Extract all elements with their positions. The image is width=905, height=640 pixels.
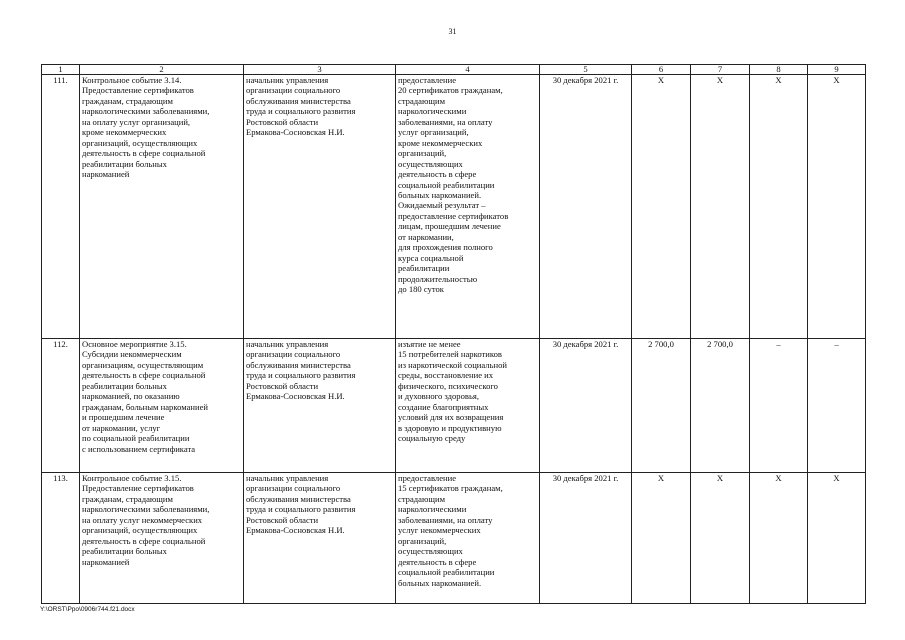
header-cell: 4: [396, 65, 540, 75]
finance-value: 2 700,0: [632, 339, 691, 473]
event-name-cell: [80, 473, 244, 604]
header-cell: 2: [80, 65, 244, 75]
row-number: 113.: [42, 473, 80, 604]
event-name: Контрольное событие 3.14. Предоставление сертификатов гражданам, страдающим наркологическими заболеваниями, на оплату услуг организаций, кроме некоммерческих организаций, осуществляющих деятельность в сфере социальной реабилитации больных наркоманией: [82, 75, 210, 180]
event-name-cell: [80, 75, 244, 339]
row-number: 111.: [42, 75, 80, 339]
table-row: [42, 75, 866, 339]
header-cell: 7: [691, 65, 750, 75]
page-number: 31: [448, 27, 457, 36]
finance-value: –: [808, 339, 866, 473]
table-header-row: [42, 65, 866, 75]
finance-value: X: [691, 75, 750, 339]
event-name-cell: [80, 339, 244, 473]
deadline-date: 30 декабря 2021 г.: [540, 75, 632, 339]
responsible-cell: [244, 75, 396, 339]
header-cell: 9: [808, 65, 866, 75]
responsible-person: начальник управления организации социального обслуживания министерства труда и социального развития Ростовской области Ермакова-Сосновская Н.И.: [246, 75, 356, 138]
finance-value: X: [632, 473, 691, 604]
deadline-date: 30 декабря 2021 г.: [540, 339, 632, 473]
finance-value: X: [808, 75, 866, 339]
table-row: [42, 339, 866, 473]
header-cell: 8: [750, 65, 808, 75]
finance-value: –: [750, 339, 808, 473]
row-number: 112.: [42, 339, 80, 473]
responsible-person: начальник управления организации социального обслуживания министерства труда и социального развития Ростовской области Ермакова-Сосновская Н.И.: [246, 473, 356, 536]
expected-result: предоставление 20 сертификатов гражданам, страдающим наркологическими заболеваниями, на оплату услуг организаций, кроме некоммерческих организаций, осуществляющих деятельность в сфере социальной реабилитации больных наркоманией. Ожидаемый результат – предоставление сертификатов лицам, прошедшим лечение от наркомании, для прохождения полного курса социальной реабилитации продолжительностью до 180 суток: [398, 75, 509, 295]
event-name: Основное мероприятие 3.15. Субсидии некоммерческим организациям, осуществляющим деятельность в сфере социальной реабилитации больных наркоманией, по оказанию гражданам, больным наркоманией и прошедшим лечение от наркомании, услуг по социальной реабилитации с использованием сертификата: [82, 339, 209, 454]
plan-table: [41, 64, 866, 604]
finance-value: X: [632, 75, 691, 339]
expected-result: изъятие не менее 15 потребителей наркотиков из наркотической социальной среды, восстановление их физического, психического и духовного здоровья, создание благоприятных условий для их возвращения в здоровую и продуктивную социальную среду: [398, 339, 507, 444]
header-cell: 5: [540, 65, 632, 75]
responsible-cell: [244, 473, 396, 604]
header-cell: 1: [42, 65, 80, 75]
finance-value: X: [691, 473, 750, 604]
table-row: [42, 473, 866, 604]
result-cell: [396, 75, 540, 339]
deadline-date: 30 декабря 2021 г.: [540, 473, 632, 604]
expected-result: предоставление 15 сертификатов гражданам, страдающим наркологическими заболеваниями, на оплату услуг некоммерческих организаций, осуществляющих деятельность в сфере социальной реабилитации больных наркоманией.: [398, 473, 503, 588]
header-cell: 3: [244, 65, 396, 75]
result-cell: [396, 473, 540, 604]
responsible-person: начальник управления организации социального обслуживания министерства труда и социального развития Ростовской области Ермакова-Сосновская Н.И.: [246, 339, 356, 402]
document-file-path: Y:\ORST\Ppo\0906r744.f21.docx: [40, 606, 135, 613]
responsible-cell: [244, 339, 396, 473]
header-cell: 6: [632, 65, 691, 75]
finance-value: X: [750, 75, 808, 339]
result-cell: [396, 339, 540, 473]
finance-value: 2 700,0: [691, 339, 750, 473]
finance-value: X: [808, 473, 866, 604]
finance-value: X: [750, 473, 808, 604]
event-name: Контрольное событие 3.15. Предоставление сертификатов гражданам, страдающим наркологическими заболеваниями, на оплату услуг некоммерческих организаций, осуществляющих деятельность в сфере социальной реабилитации больных наркоманией: [82, 473, 210, 567]
